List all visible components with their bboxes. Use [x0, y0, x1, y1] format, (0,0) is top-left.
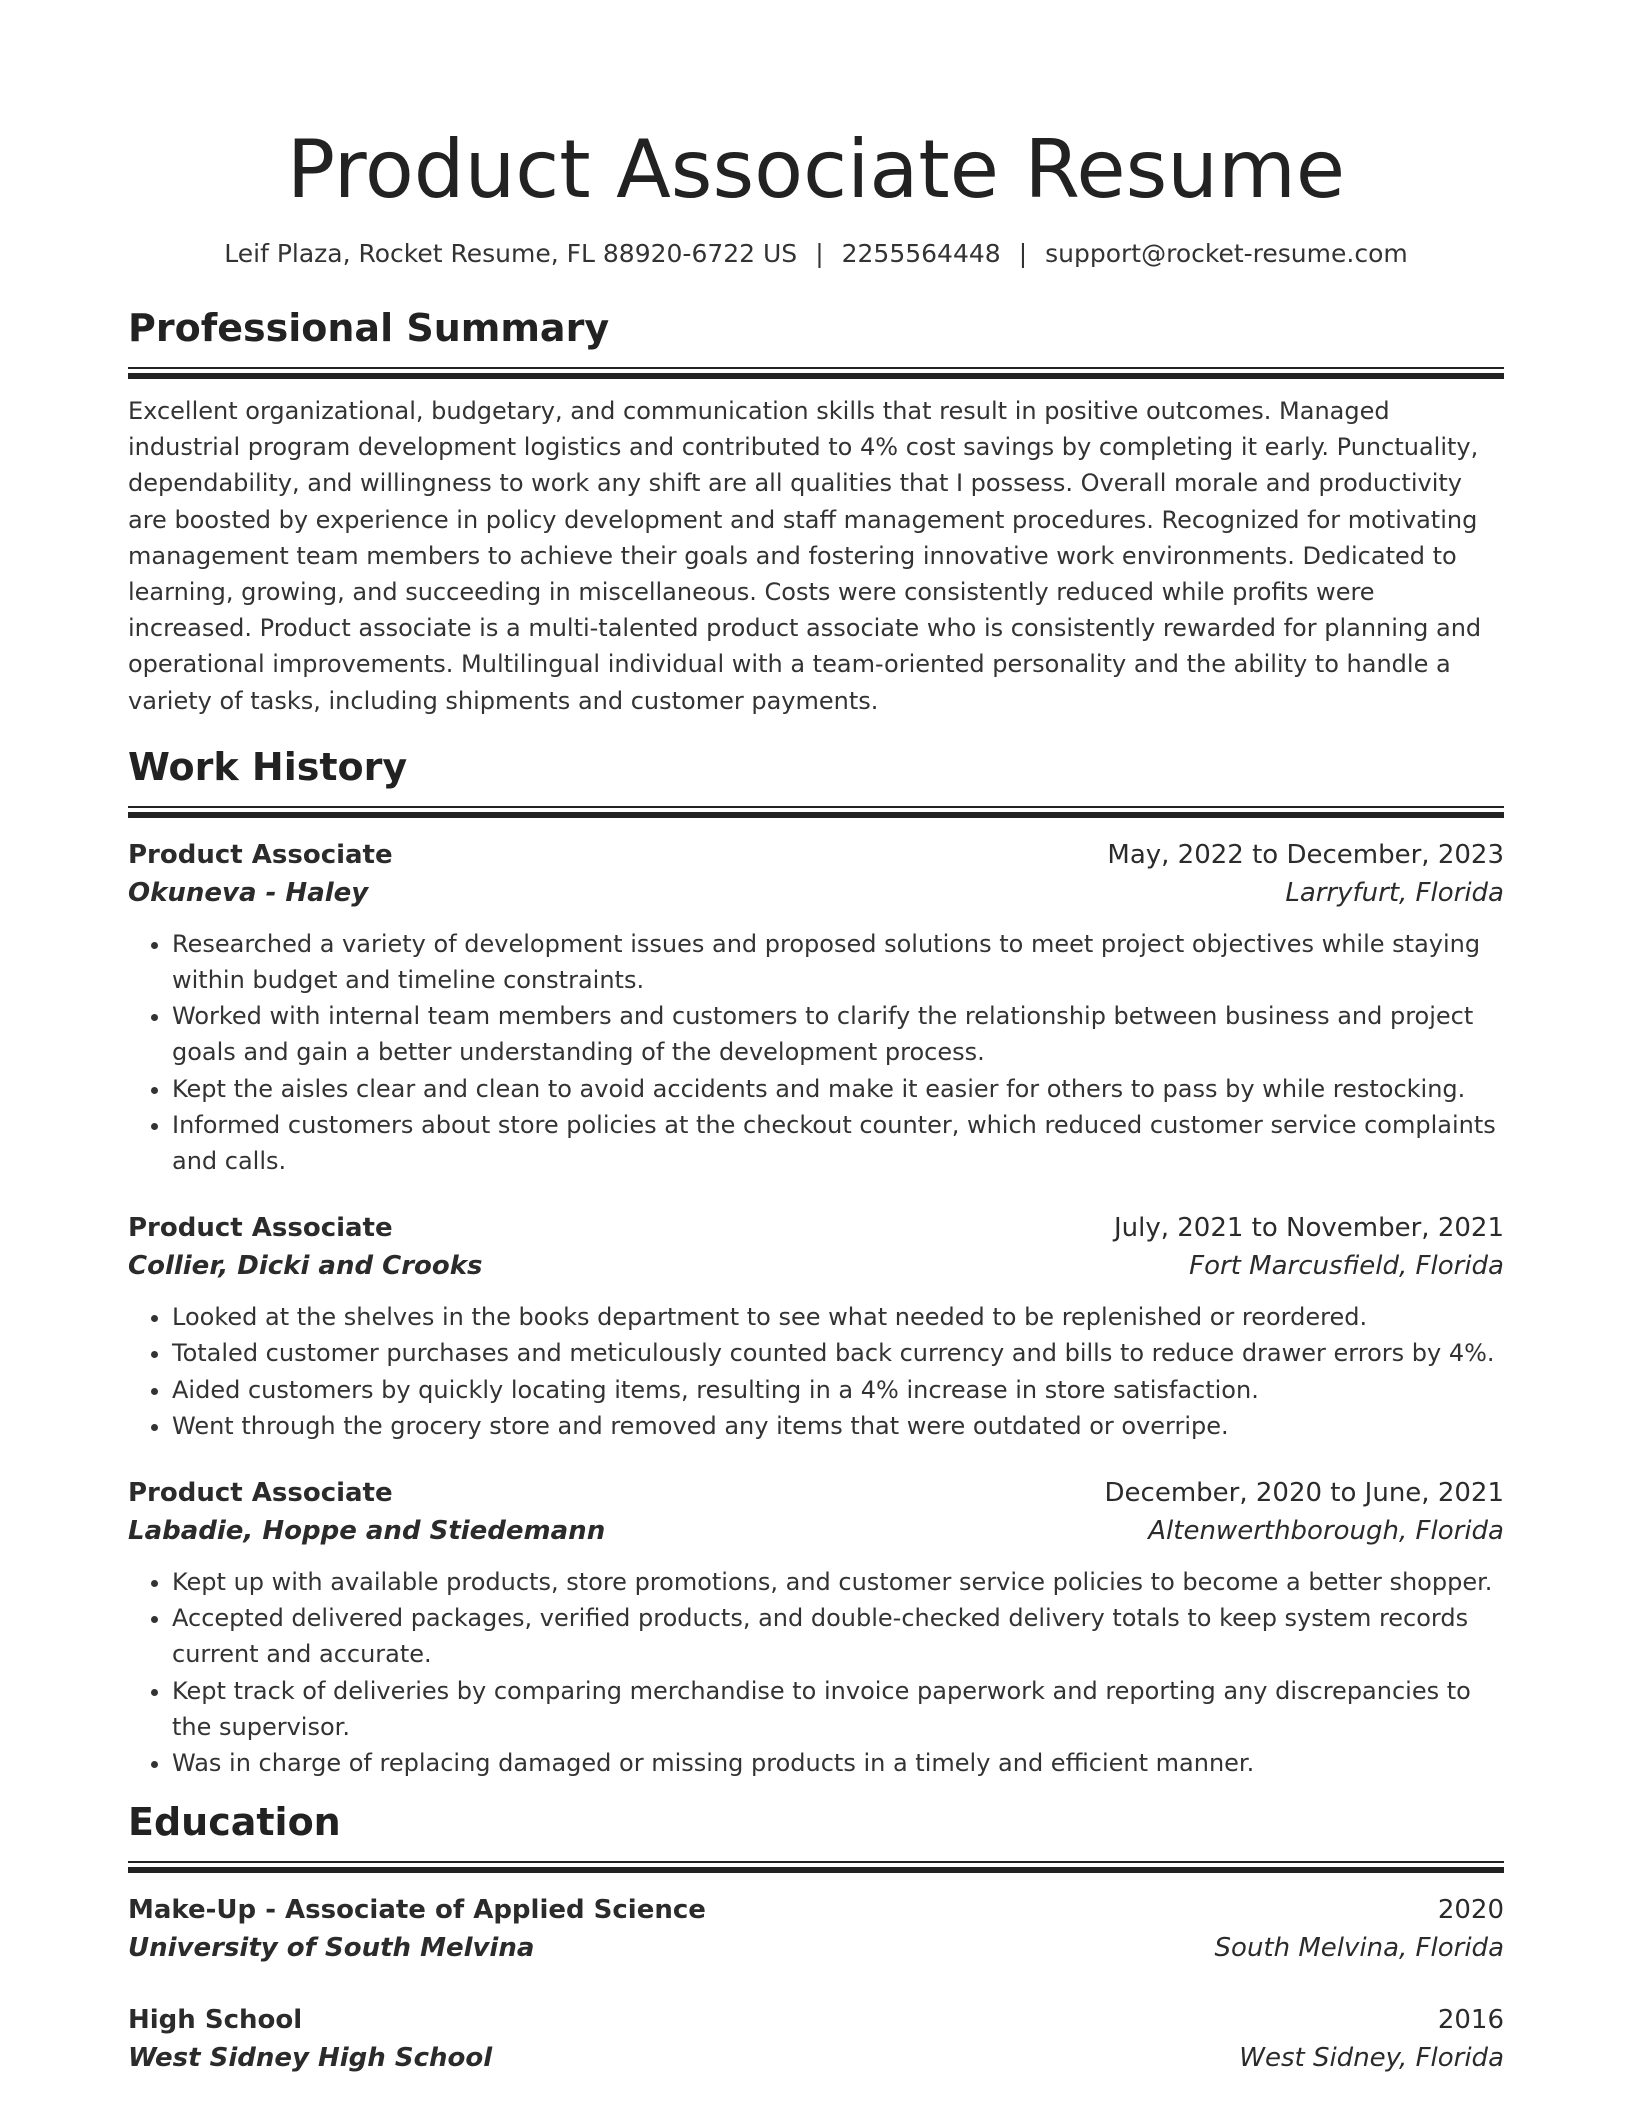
job-location: Larryfurt, Florida — [1285, 877, 1504, 908]
job-bullet: • Looked at the shelves in the books department to see what needed to be replenished or reordered. — [172, 1299, 1504, 1335]
education-year: 2016 — [1437, 2005, 1504, 2036]
section-divider — [128, 806, 1504, 818]
education-location: South Melvina, Florida — [1214, 1933, 1504, 1964]
contact-line — [128, 234, 1504, 274]
contact-phone: 2255564448 — [841, 239, 1001, 268]
education-school: University of South Melvina — [128, 1933, 535, 1964]
job-bullet: • Kept track of deliveries by comparing merchandise to invoice paperwork and reporting any discrepancies to the supervisor. — [172, 1673, 1504, 1745]
job-bullet: • Kept the aisles clear and clean to avoid accidents and make it easier for others to pass by while restocking. — [172, 1071, 1504, 1107]
section-divider — [128, 367, 1504, 379]
job-bullet: • Went through the grocery store and removed any items that were outdated or overripe. — [172, 1408, 1504, 1444]
section-divider — [128, 1861, 1504, 1873]
job-title: Product Associate — [128, 1478, 393, 1509]
contact-address: Leif Plaza, Rocket Resume, FL 88920-6722 US — [224, 239, 798, 268]
job-entry — [128, 836, 1504, 1179]
job-bullet: • Aided customers by quickly locating items, resulting in a 4% increase in store satisfaction. — [172, 1372, 1504, 1408]
job-company: Okuneva - Haley — [128, 877, 369, 908]
summary-section — [128, 303, 1504, 719]
resume-title: Product Associate Resume — [286, 123, 1346, 216]
job-company: Collier, Dicki and Crooks — [128, 1251, 483, 1282]
job-bullet: • Was in charge of replacing damaged or missing products in a timely and efficient manner. — [172, 1745, 1504, 1781]
section-heading-summary: Professional Summary — [128, 306, 610, 350]
job-bullet: • Totaled customer purchases and meticulously counted back currency and bills to reduce drawer errors by 4%. — [172, 1335, 1504, 1371]
job-company: Labadie, Hoppe and Stiedemann — [128, 1516, 606, 1547]
job-bullets — [128, 926, 1504, 1179]
job-bullet: • Kept up with available products, store promotions, and customer service policies to become a better shopper. — [172, 1564, 1504, 1600]
job-location: Fort Marcusfield, Florida — [1189, 1251, 1504, 1282]
summary-text: Excellent organizational, budgetary, and communication skills that result in positive outcomes. Managed industrial program development logistics and contributed to 4% cost savings by completing it early. Punctuality, dependability, and willingness to work any shift are all qualities that I possess. Overall morale and productivity are boosted by experience in policy development and staff management procedures. Recognized for motivating management team members to achieve their goals and fostering innovative work environments. Dedicated to learning, growing, and succeeding in miscellaneous. Costs were consistently reduced while profits were increased. Product associate is a multi-talented product associate who is consistently rewarded for planning and operational improvements. Multilingual individual with a team-oriented personality and the ability to handle a variety of tasks, including shipments and customer payments. — [128, 397, 1482, 715]
job-entry — [128, 1209, 1504, 1444]
job-dates: December, 2020 to June, 2021 — [1104, 1478, 1504, 1509]
contact-separator: | — [1018, 239, 1028, 268]
education-school: West Sidney High School — [128, 2043, 493, 2074]
job-bullet: • Informed customers about store policies at the checkout counter, which reduced customer service complaints and calls. — [172, 1107, 1504, 1179]
section-heading-education: Education — [128, 1800, 341, 1845]
education-entry — [128, 2001, 1504, 2077]
section-heading-work-history: Work History — [128, 744, 408, 789]
job-bullets — [128, 1299, 1504, 1444]
work-history-section — [128, 742, 1504, 1781]
job-title: Product Associate — [128, 1213, 393, 1244]
contact-separator: | — [815, 239, 824, 268]
education-degree: High School — [128, 2005, 303, 2036]
job-dates: July, 2021 to November, 2021 — [1113, 1213, 1504, 1244]
job-dates: May, 2022 to December, 2023 — [1107, 839, 1504, 870]
education-degree: Make-Up - Associate of Applied Science — [128, 1895, 706, 1926]
job-bullet: • Worked with internal team members and customers to clarify the relationship between business and project goals and gain a better understanding of the development process. — [172, 998, 1504, 1070]
job-bullet: • Researched a variety of development issues and proposed solutions to meet project objectives while staying within budget and timeline constraints. — [172, 926, 1504, 998]
education-entry — [128, 1891, 1504, 1967]
job-location: Altenwerthborough, Florida — [1148, 1516, 1504, 1547]
job-entry — [128, 1474, 1504, 1781]
job-title: Product Associate — [128, 839, 393, 870]
resume-page — [128, 0, 1504, 2077]
education-year: 2020 — [1437, 1895, 1504, 1926]
education-section — [128, 1797, 1504, 2077]
job-bullets — [128, 1564, 1504, 1781]
education-location: West Sidney, Florida — [1239, 2043, 1504, 2074]
job-bullet: • Accepted delivered packages, verified products, and double-checked delivery totals to keep system records current and accurate. — [172, 1600, 1504, 1672]
contact-email: support@rocket-resume.com — [1045, 239, 1408, 268]
